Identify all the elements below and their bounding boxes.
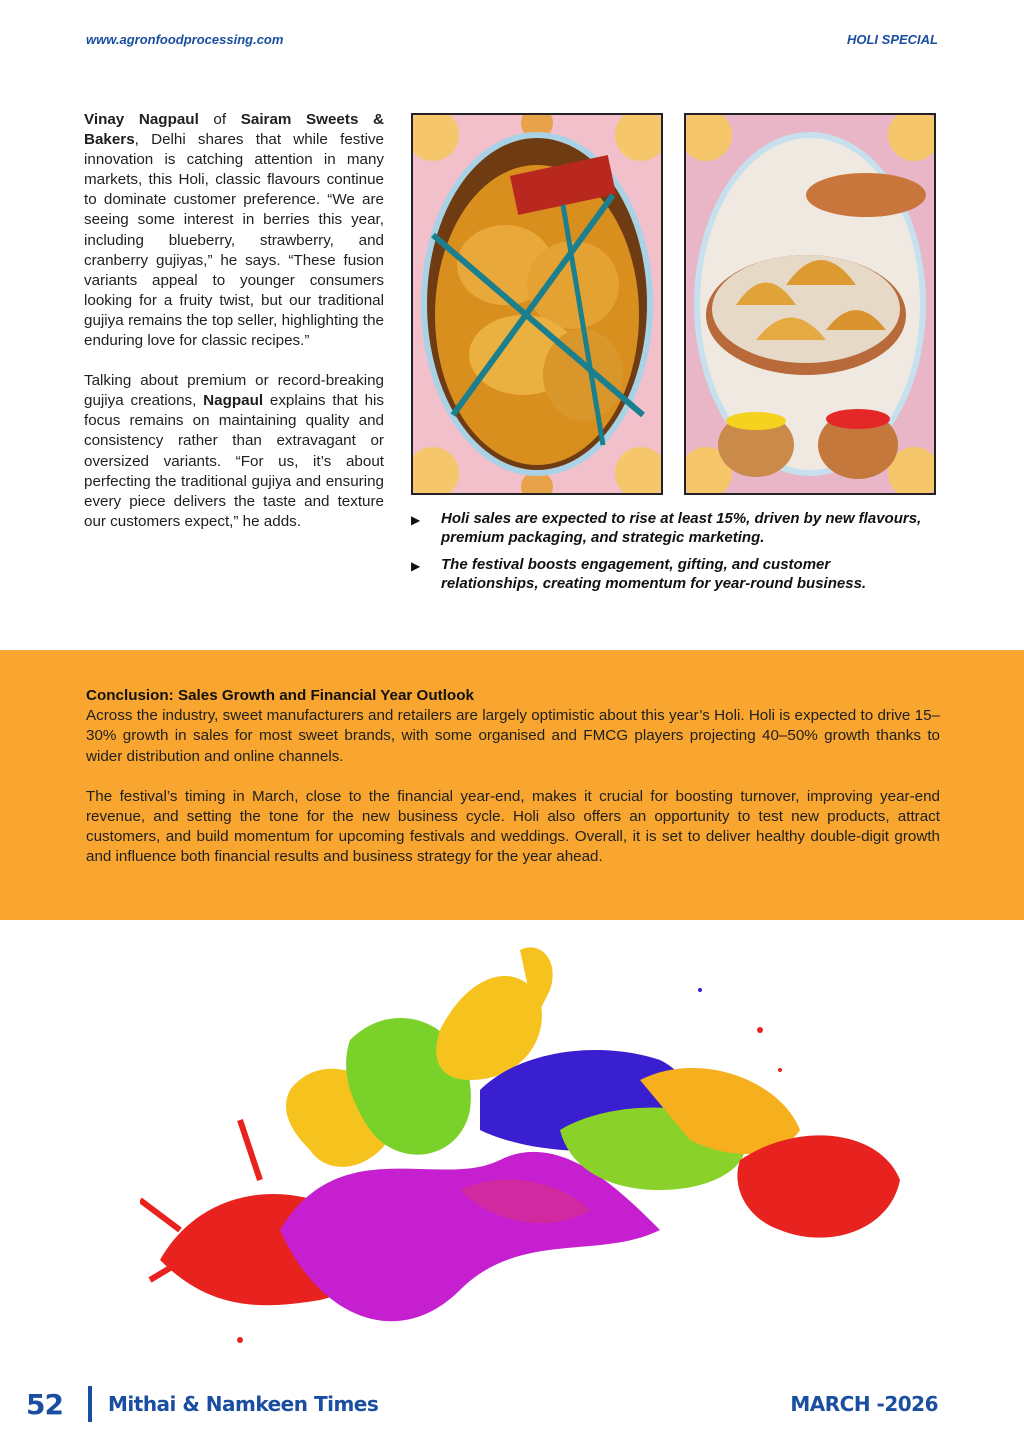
paragraph-premium-gujiya: Talking about premium or record-breaking gujiya creations, Nagpaul explains that his focus remains on maintaining quality and consistency rather than extravagant or oversized variants. “For us, it’s about perfecting the traditional gujiya and ensuring every piece delivers the taste and texture our customers expect,” he adds.	[84, 372, 384, 530]
conclusion-box	[0, 650, 1024, 920]
section-label: HOLI SPECIAL	[846, 32, 938, 47]
issue-date: MARCH -2026	[790, 1392, 938, 1416]
conclusion-content	[86, 686, 940, 888]
bullet-text: The festival boosts engagement, gifting, and customer relationships, creating momentum for year-round business.	[441, 556, 867, 592]
person-name: Vinay Nagpaul	[84, 111, 199, 128]
website-url[interactable]: www.agronfoodprocessing.com	[86, 32, 284, 47]
conclusion-paragraph-1: Across the industry, sweet manufacturers and retailers are largely optimistic about this year’s Holi. Holi is expected to drive 15–30% growth in sales for most sweet brands, with some organised and FMCG players projecting 40–50% growth thanks to wider distribution and online channels.	[86, 707, 940, 765]
gujiya-box-photo	[411, 113, 663, 495]
bullet-text: Holi sales are expected to rise at least 15%, driven by new flavours, premium packaging, and strategic marketing.	[441, 510, 922, 546]
footer-divider	[88, 1386, 92, 1422]
conclusion-paragraph-2: The festival’s timing in March, close to the financial year-end, makes it crucial for boosting turnover, improving year-end revenue, and setting the tone for the new business cycle. Holi also offers an opportunity to test new products, attract customers, and build momentum for upcoming festivals and weddings. Overall, it is set to deliver healthy double-digit growth and influence both financial results and business strategy for the year ahead.	[86, 787, 940, 866]
bullet-point	[411, 510, 931, 547]
article-left-column	[84, 110, 384, 552]
gujiya-plate-photo	[684, 113, 936, 495]
bullet-point	[411, 556, 931, 593]
page-number: 52	[26, 1388, 63, 1421]
magazine-name: Mithai & Namkeen Times	[108, 1392, 379, 1416]
arrow-bullet-icon: ▶	[411, 559, 421, 573]
holi-colour-splash-image	[140, 930, 920, 1370]
key-points-list	[411, 510, 931, 602]
company-name: Sairam Sweets & Bakers	[84, 111, 384, 149]
conclusion-title: Conclusion: Sales Growth and Financial Year Outlook	[86, 687, 474, 704]
arrow-bullet-icon: ▶	[411, 513, 421, 527]
paragraph-nagpaul-quote: Vinay Nagpaul of Sairam Sweets & Bakers, Delhi shares that while festive innovation is catching attention in many markets, this Holi, classic flavours continue to dominate customer preference. “We are seeing some interest in berries this year, including blueberry, strawberry, and cranberry gujiyas,” he says. “These fusion variants appeal to younger consumers looking for a fruity twist, but our traditional gujiya remains the top seller, highlighting the enduring love for classic recipes.”	[84, 111, 384, 350]
person-name-short: Nagpaul	[203, 392, 264, 410]
